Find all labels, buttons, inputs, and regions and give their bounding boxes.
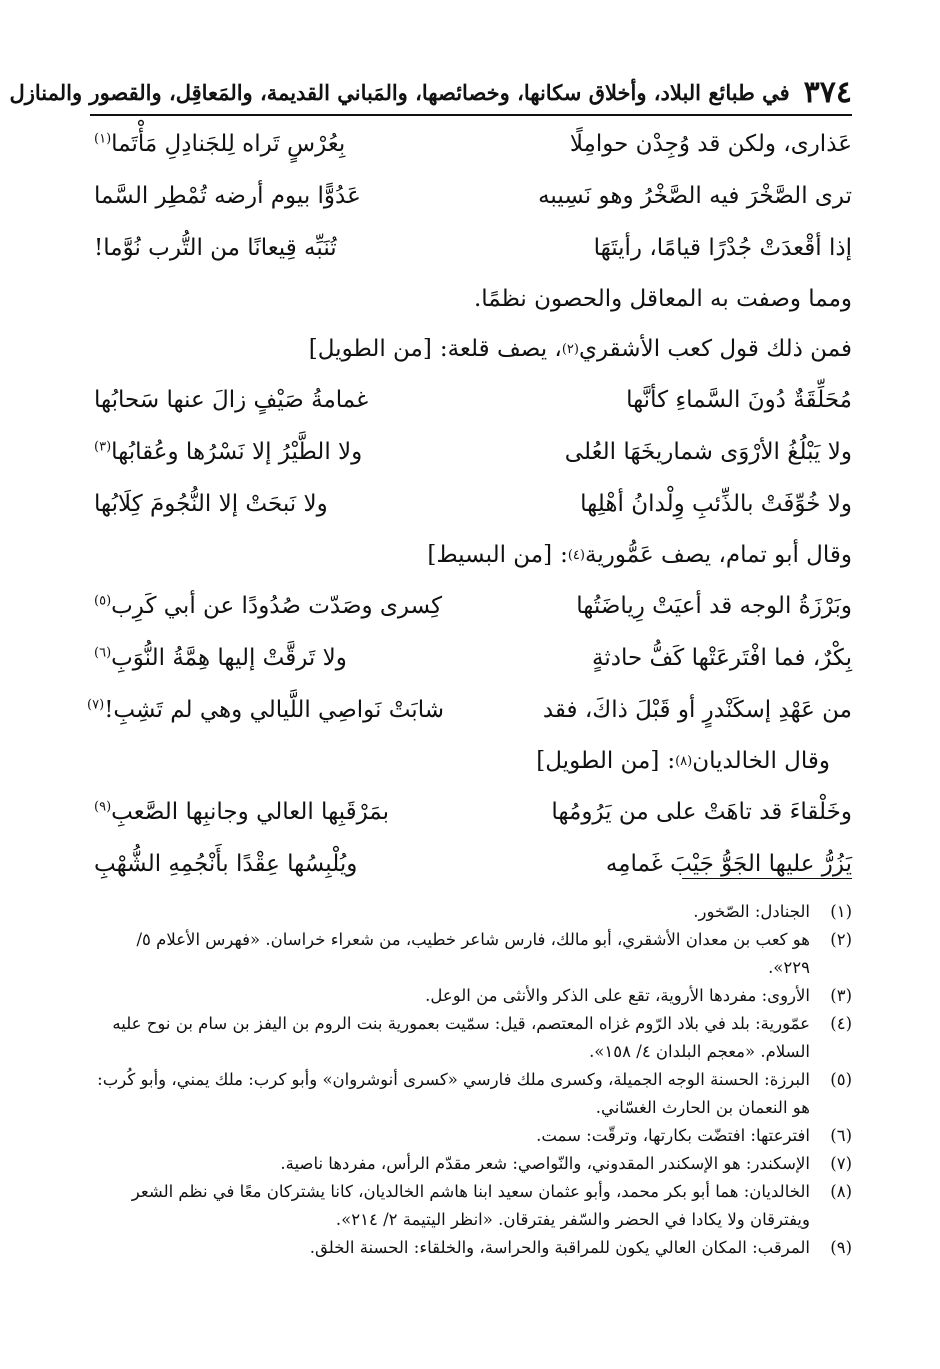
verse-second-hemistich: بِعُرْسٍ تَراه لِلجَنادِلِ مَأْتَما$^{(١)}$ bbox=[94, 131, 346, 157]
page-number: ٣٧٤ bbox=[803, 74, 852, 110]
footnote-marker: (٦) bbox=[94, 645, 112, 661]
prose-line-intro: فمن ذلك قول كعب الأشقري (٢) ، يصف قلعة: [من الطويل] bbox=[308, 336, 852, 362]
prose-line-intro: وقال أبو تمام، يصف عَمُّورية (٤) : [من البسيط] bbox=[427, 542, 852, 568]
prose-line: ومما وصفت به المعاقل والحصون نظمًا. bbox=[473, 286, 852, 312]
footnote-divider bbox=[682, 878, 852, 879]
footnote: (١) الجنادل: الصّخور. bbox=[693, 902, 852, 921]
verse-line bbox=[90, 478, 852, 530]
verse-second-hemistich: غمامةُ صَيْفٍ زالَ عنها سَحابُها bbox=[94, 387, 369, 413]
poem-block-3 bbox=[87, 580, 852, 736]
verse-second-hemistich: ولا الطَّيْرُ إلا نَسْرُها وعُقابُها$^{(٣)}$ bbox=[94, 439, 363, 465]
verse-line bbox=[90, 374, 852, 426]
footnote-marker: (٢) bbox=[561, 341, 579, 357]
footnote-marker: (٥) bbox=[94, 593, 112, 609]
meter-label: [من الطويل] bbox=[536, 748, 660, 774]
footnote-marker: (٤) bbox=[567, 547, 585, 563]
verse-first-hemistich: ترى الصَّخْرَ فيه الصَّخْرُ وهو نَسِيبه bbox=[538, 183, 852, 209]
footnote-marker: (٧) bbox=[87, 697, 105, 713]
verse-line bbox=[90, 426, 852, 478]
page-header bbox=[9, 70, 852, 116]
verse-line bbox=[90, 632, 852, 684]
poem-block-4 bbox=[90, 786, 852, 890]
page-body bbox=[87, 118, 852, 890]
footnotes bbox=[90, 898, 852, 1262]
footnote-marker: (٨) bbox=[675, 753, 693, 769]
footnote: (٣) الأروى: مفردها الأروية، تقع على الذكر والأنثى من الوعل. bbox=[425, 986, 852, 1005]
footnote: (٦) افترعتها: افتضّت بكارتها، وترقّت: سمت. bbox=[536, 1126, 852, 1145]
verse-second-hemistich: ويُلْبِسُها عِقْدًا بأَنْجُمِهِ الشُّهْبِ bbox=[94, 851, 358, 877]
footnote: (٥) البرزة: الحسنة الوجه الجميلة، وكسرى ملك فارسي «كسرى أنوشروان» وأبو كرب: ملك يمني، وأبو كُرب: هو النعمان بن الحارث الغسّاني. bbox=[97, 1070, 852, 1117]
verse-first-hemistich: مُحَلِّقَةٌ دُونَ السَّماءِ كأنَّها bbox=[626, 387, 852, 413]
running-title: في طبائع البلاد، وأخلاق سكانها، وخصائصها، والمَباني القديمة، والمَعاقِل، والقصور والمنازل bbox=[9, 79, 790, 105]
verse-first-hemistich: إذا أقْعدَتْ جُدْرًا قيامًا، رأيتَهَا bbox=[593, 235, 852, 261]
verse-second-hemistich: شابَتْ نَواصِي اللَّيالي وهي لم تَشِبِ!$^{(٧)}$ bbox=[87, 697, 444, 723]
verse-line bbox=[90, 118, 852, 170]
meter-label: [من الطويل] bbox=[308, 336, 432, 362]
verse-line bbox=[90, 838, 852, 890]
prose-line-intro: وقال الخالديان (٨) : [من الطويل] bbox=[536, 748, 830, 774]
footnote: (٩) المرقب: المكان العالي يكون للمراقبة والحراسة، والخلقاء: الحسنة الخلق. bbox=[309, 1238, 852, 1257]
verse-second-hemistich: بمَرْقَبِها العالي وجانبِها الصَّعبِ$^{(٩)}$ bbox=[94, 799, 389, 825]
verse-first-hemistich: يَزُرُّ عليها الجَوُّ جَيْبَ غَمامِه bbox=[605, 851, 852, 877]
verse-second-hemistich: ولا تَرقَّتْ إليها هِمَّةُ النُّوَبِ$^{(٦)}$ bbox=[94, 645, 347, 671]
verse-first-hemistich: عَذارى، ولكن قد وُجِدْن حوامِلًا bbox=[569, 131, 852, 157]
verse-first-hemistich: ولا يَبْلُغُ الأرْوَى شماريخَهَا العُلى bbox=[564, 439, 852, 465]
verse-line bbox=[87, 684, 852, 736]
verse-first-hemistich: وخَلْقاءَ قد تاهَتْ على من يَرُومُها bbox=[551, 799, 852, 825]
verse-second-hemistich: كِسرى وصَدّت صُدُودًا عن أبي كَرِب$^{(٥)}$ bbox=[94, 593, 443, 619]
verse-first-hemistich: وبَرْزَةُ الوجه قد أعيَتْ رِياضَتُها bbox=[576, 593, 852, 619]
verse-second-hemistich: تُنَبِّه قِيعانًا من التُّرب نُوَّما! bbox=[94, 235, 337, 261]
footnote-marker: (١) bbox=[94, 131, 112, 147]
footnote-marker: (٩) bbox=[94, 799, 112, 815]
verse-first-hemistich: من عَهْدِ إسكَنْدرٍ أو قَبْلَ ذاكَ، فقد bbox=[542, 697, 852, 723]
verse-line bbox=[90, 222, 852, 274]
verse-second-hemistich: ولا نَبحَتْ إلا النُّجُومَ كِلَابُها bbox=[94, 491, 328, 517]
footnote: (٤) عمّورية: بلد في بلاد الرّوم غزاه المعتصم، قيل: سمّيت بعمورية بنت الروم بن اليفز بن سام بن نوح عليه السلام. «معجم البلدان ٤/ ١٥٨». bbox=[112, 1014, 852, 1061]
poem-block-1 bbox=[90, 118, 852, 274]
verse-line bbox=[90, 580, 852, 632]
verse-line bbox=[90, 786, 852, 838]
verse-second-hemistich: عَدُوًّا بيوم أرضه تُمْطِر السَّما bbox=[94, 183, 361, 209]
footnote: (٨) الخالديان: هما أبو بكر محمد، وأبو عثمان سعيد ابنا هاشم الخالديان، كانا يشتركان معًا في نظم الشعر ويفترقان ولا يكادا في الحضر والسّفر يفترقان. «انظر اليتيمة ٢/ ٢١٤». bbox=[131, 1182, 852, 1229]
footnote-marker: (٣) bbox=[94, 439, 112, 455]
verse-first-hemistich: بِكْرٌ، فما افْتَرعَتْها كَفُّ حادثةٍ bbox=[591, 645, 852, 671]
poem-block-2 bbox=[90, 374, 852, 530]
verse-line bbox=[90, 170, 852, 222]
verse-first-hemistich: ولا خُوِّفَتْ بالذِّئبِ وِلْدانُ أهْلِها bbox=[580, 491, 852, 517]
footnote: (٧) الإسكندر: هو الإسكندر المقدوني، والنّواصي: شعر مقدّم الرأس، مفردها ناصية. bbox=[280, 1154, 852, 1173]
footnote: (٢) هو كعب بن معدان الأشقري، أبو مالك، فارس شاعر خطيب، من شعراء خراسان. «فهرس الأعلام ٥/ ٢٢٩». bbox=[136, 930, 852, 977]
meter-label: [من البسيط] bbox=[427, 542, 553, 568]
